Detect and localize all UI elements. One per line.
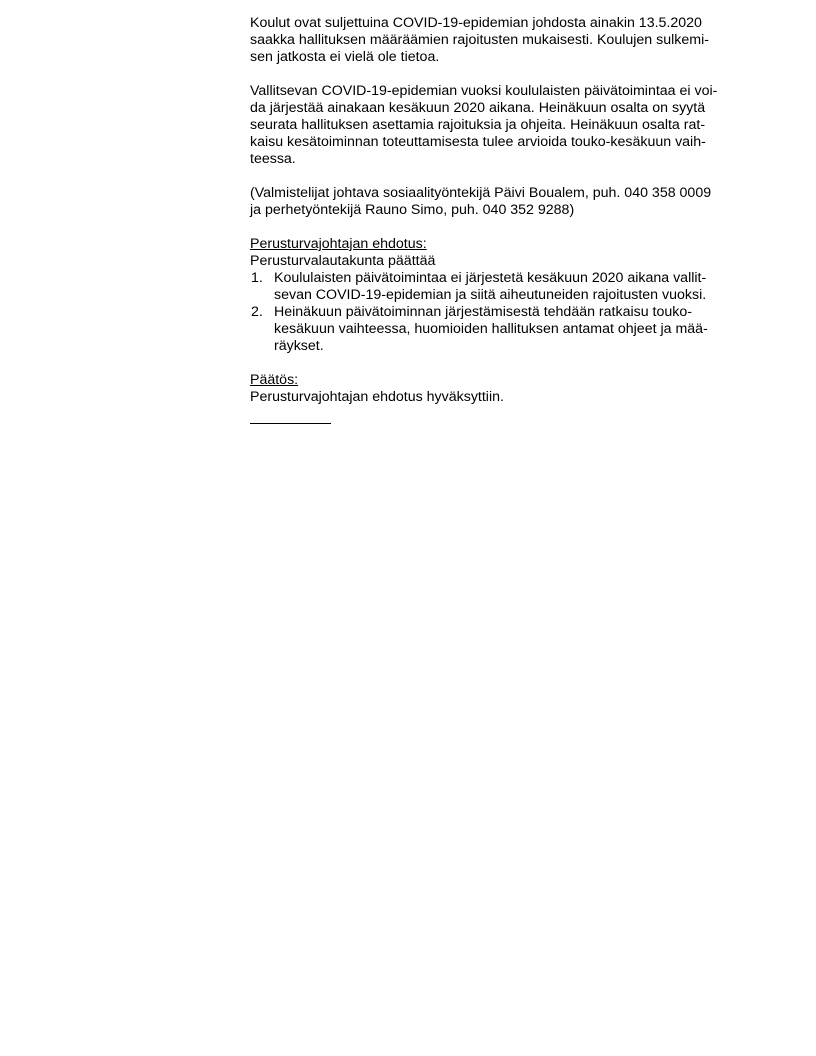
text-line: sen jatkosta ei vielä ole tietoa. bbox=[250, 49, 440, 65]
proposal-heading: Perusturvajohtajan ehdotus: bbox=[250, 236, 427, 252]
proposal-intro: Perusturvalautakunta päättää bbox=[250, 253, 436, 269]
closing-rule bbox=[250, 423, 331, 424]
text-line: teessa. bbox=[250, 151, 296, 167]
list-item-number: 2. bbox=[251, 304, 263, 320]
decision-heading: Päätös: bbox=[250, 372, 299, 388]
paragraph-preparers bbox=[250, 185, 740, 219]
text-line: kesäkuun vaihteessa, huomioiden hallituksen antamat ohjeet ja mää- bbox=[274, 321, 708, 337]
decision-text: Perusturvajohtajan ehdotus hyväksyttiin. bbox=[250, 389, 504, 405]
paragraph-day-activities bbox=[250, 83, 740, 168]
text-line: räykset. bbox=[274, 338, 324, 354]
paragraph-school-closure bbox=[250, 15, 740, 66]
decision-section bbox=[250, 372, 740, 406]
text-line: kaisu kesätoiminnan toteuttamisesta tulee arvioida touko-kesäkuun vaih- bbox=[250, 134, 706, 150]
text-line: Koululaisten päivätoimintaa ei järjestetä kesäkuun 2020 aikana vallit- bbox=[274, 270, 707, 286]
text-line: saakka hallituksen määräämien rajoitusten mukaisesti. Koulujen sulkemi- bbox=[250, 32, 709, 48]
decision-list bbox=[250, 270, 740, 355]
text-line: Vallitsevan COVID-19-epidemian vuoksi koululaisten päivätoimintaa ei voi- bbox=[250, 83, 718, 99]
text-line: seurata hallituksen asettamia rajoituksia ja ohjeita. Heinäkuun osalta rat- bbox=[250, 117, 706, 133]
text-line: ja perhetyöntekijä Rauno Simo, puh. 040 352 9288) bbox=[250, 202, 575, 218]
text-line: Koulut ovat suljettuina COVID-19-epidemian johdosta ainakin 13.5.2020 bbox=[250, 15, 702, 31]
text-line: (Valmistelijat johtava sosiaalityöntekijä Päivi Boualem, puh. 040 358 0009 bbox=[250, 185, 712, 201]
text-line: Heinäkuun päivätoiminnan järjestämisestä tehdään ratkaisu touko- bbox=[274, 304, 692, 320]
text-line: da järjestää ainakaan kesäkuun 2020 aikana. Heinäkuun osalta on syytä bbox=[250, 100, 706, 116]
document-page bbox=[250, 15, 740, 424]
text-line: sevan COVID-19-epidemian ja siitä aiheutuneiden rajoitusten vuoksi. bbox=[274, 287, 707, 303]
list-item bbox=[250, 304, 740, 355]
proposal-section bbox=[250, 236, 740, 355]
list-item bbox=[250, 270, 740, 304]
list-item-number: 1. bbox=[251, 270, 263, 286]
